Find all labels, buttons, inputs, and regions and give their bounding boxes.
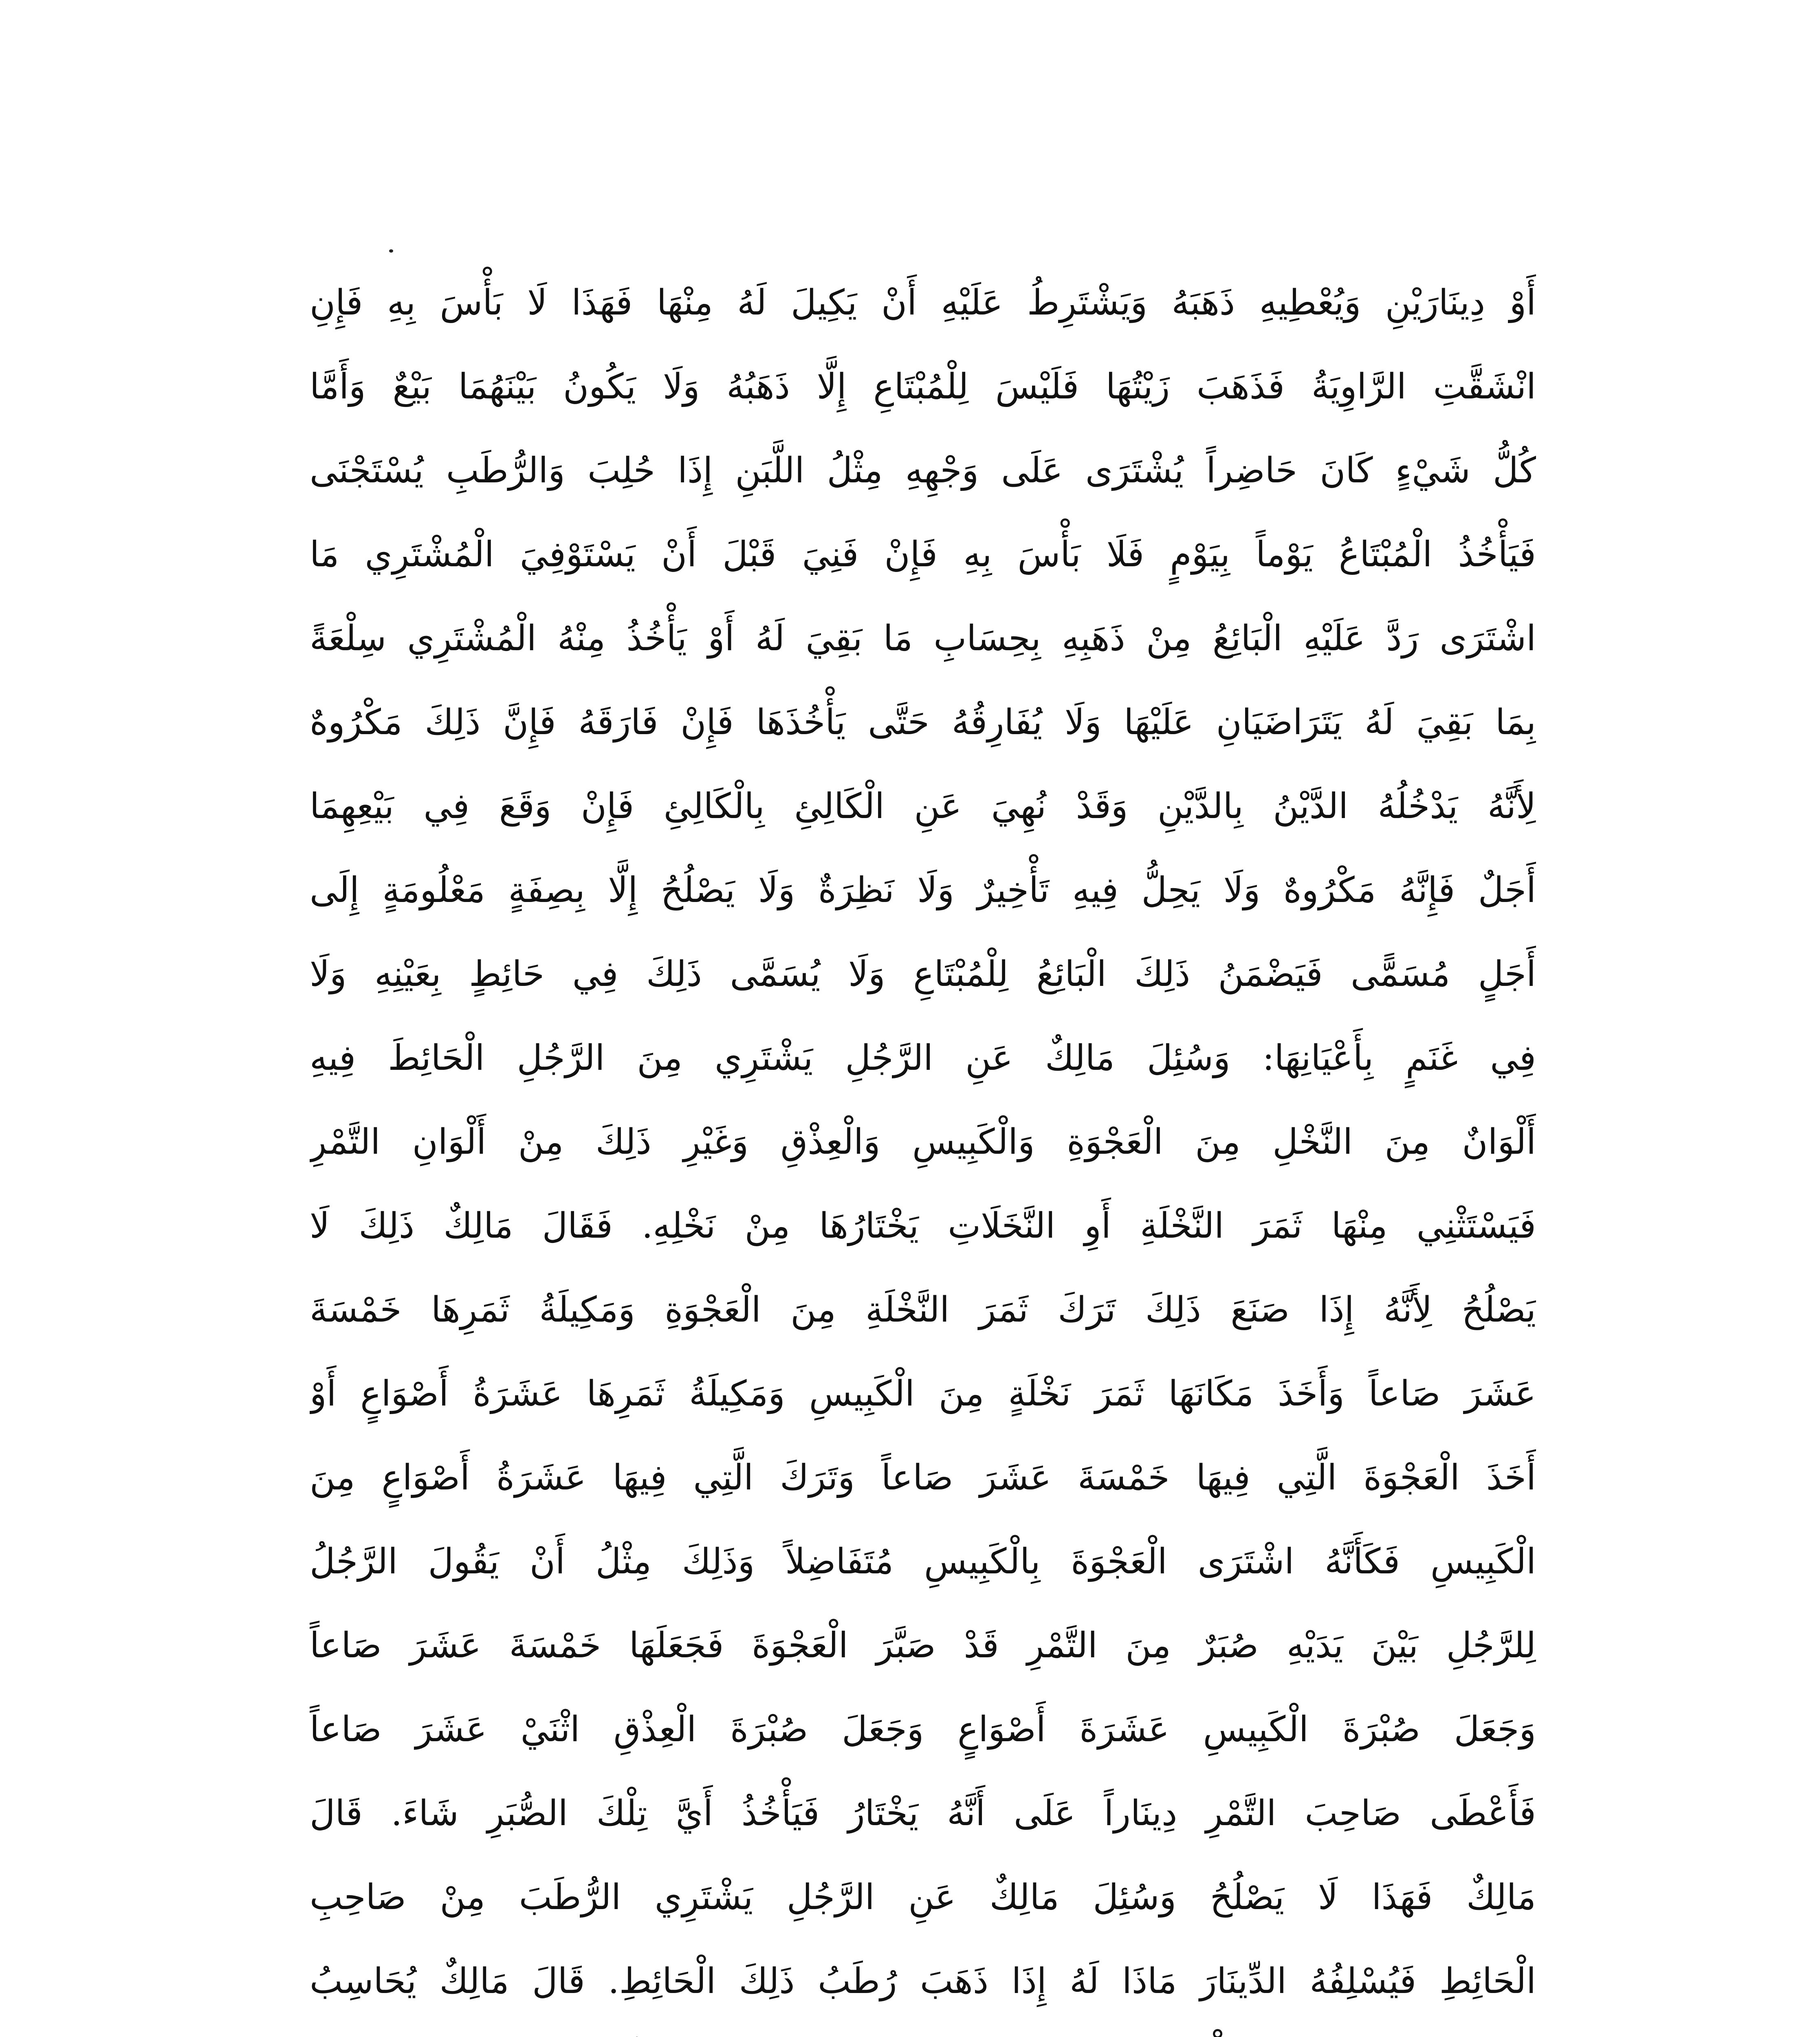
body-text [310,261,1536,2037]
text-line: بِمَا بَقِيَ لَهُ يَتَرَاضَيَانِ عَلَيْهَا وَلَا يُفَارِقُهُ حَتَّى يَأْخُذَهَا فَإِنْ فَارَقَهُ فَإِنَّ ذَلِكَ مَكْرُوهٌ [310,702,1536,743]
text-line: انْشَقَّتِ الرَّاوِيَةُ فَذَهَبَ زَيْتُهَا فَلَيْسَ لِلْمُبْتَاعِ إِلَّا ذَهَبُهُ وَلَا يَكُونُ بَيْنَهُمَا بَيْعٌ وَأَمَّا [310,366,1536,407]
text-line: فَأَعْطَى صَاحِبَ التَّمْرِ دِينَاراً عَلَى أَنَّهُ يَخْتَارُ فَيَأْخُذُ أَيَّ تِلْكَ الصُّبَرِ شَاءَ. قَالَ [310,1793,1536,1834]
text-line: أَجَلٌ فَإِنَّهُ مَكْرُوهٌ وَلَا يَحِلُّ فِيهِ تَأْخِيرٌ وَلَا نَظِرَةٌ وَلَا يَصْلُحُ إِلَّا بِصِفَةٍ مَعْلُومَةٍ إِلَى [310,870,1536,911]
text-line: لِأَنَّهُ يَدْخُلُهُ الدَّيْنُ بِالدَّيْنِ وَقَدْ نُهِيَ عَنِ الْكَالِئِ بِالْكَالِئِ فَإِنْ وَقَعَ فِي بَيْعِهِمَا [310,786,1536,827]
text-line: فَيَأْخُذُ الْمُبْتَاعُ يَوْماً بِيَوْمٍ فَلَا بَأْسَ بِهِ فَإِنْ فَنِيَ قَبْلَ أَنْ يَسْتَوْفِيَ الْمُشْتَرِي مَا [310,534,1536,575]
text-line: أَوْ دِينَارَيْنِ وَيُعْطِيهِ ذَهَبَهُ وَيَشْتَرِطُ عَلَيْهِ أَنْ يَكِيلَ لَهُ مِنْهَا فَهَذَا لَا بَأْسَ بِهِ فَإِنِ [310,282,1536,323]
text-line: يَصْلُحُ لِأَنَّهُ إِذَا صَنَعَ ذَلِكَ تَرَكَ ثَمَرَ النَّخْلَةِ مِنَ الْعَجْوَةِ وَمَكِيلَةُ ثَمَرِهَا خَمْسَةَ [310,1289,1536,1330]
text-line: أَلْوَانٌ مِنَ النَّخْلِ مِنَ الْعَجْوَةِ وَالْكَبِيسِ وَالْعِذْقِ وَغَيْرِ ذَلِكَ مِنْ أَلْوَانِ التَّمْرِ [310,1122,1536,1162]
text-line: كُلُّ شَيْءٍ كَانَ حَاضِراً يُشْتَرَى عَلَى وَجْهِهِ مِثْلُ اللَّبَنِ إِذَا حُلِبَ وَالرُّطَبِ يُسْتَجْنَى [310,450,1536,491]
text-line: عَشَرَ صَاعاً وَأَخَذَ مَكَانَهَا ثَمَرَ نَخْلَةٍ مِنَ الْكَبِيسِ وَمَكِيلَةُ ثَمَرِهَا عَشَرَةُ أَصْوَاعٍ أَوْ [310,1373,1536,1414]
text-line: أَجَلٍ مُسَمًّى فَيَضْمَنُ ذَلِكَ الْبَائِعُ لِلْمُبْتَاعِ وَلَا يُسَمَّى ذَلِكَ فِي حَائِطٍ بِعَيْنِهِ وَلَا [310,954,1536,994]
text-line: لِلرَّجُلِ بَيْنَ يَدَيْهِ صُبَرٌ مِنَ التَّمْرِ قَدْ صَبَّرَ الْعَجْوَةَ فَجَعَلَهَا خَمْسَةَ عَشَرَ صَاعاً [310,1625,1536,1666]
text-line: أَخَذَ الْعَجْوَةَ الَّتِي فِيهَا خَمْسَةَ عَشَرَ صَاعاً وَتَرَكَ الَّتِي فِيهَا عَشَرَةُ أَصْوَاعٍ مِنَ [310,1457,1536,1498]
text-line [310,2023,1536,2037]
text-line: الْحَائِطِ فَيُسْلِفُهُ الدِّينَارَ مَاذَا لَهُ إِذَا ذَهَبَ رُطَبُ ذَلِكَ الْحَائِطِ. قَالَ مَالِكٌ يُحَاسِبُ [310,1961,1536,2002]
text-line: مَالِكٌ فَهَذَا لَا يَصْلُحُ وَسُئِلَ مَالِكٌ عَنِ الرَّجُلِ يَشْتَرِي الرُّطَبَ مِنْ صَاحِبِ [310,1877,1536,1918]
scan-speck [389,249,393,253]
text-line: وَجَعَلَ صُبْرَةَ الْكَبِيسِ عَشَرَةَ أَصْوَاعٍ وَجَعَلَ صُبْرَةَ الْعِذْقِ اثْنَيْ عَشَرَ صَاعاً [310,1709,1536,1750]
text-line: الْكَبِيسِ فَكَأَنَّهُ اشْتَرَى الْعَجْوَةَ بِالْكَبِيسِ مُتَفَاضِلاً وَذَلِكَ مِثْلُ أَنْ يَقُولَ الرَّجُلُ [310,1541,1536,1582]
text-line: اشْتَرَى رَدَّ عَلَيْهِ الْبَائِعُ مِنْ ذَهَبِهِ بِحِسَابِ مَا بَقِيَ لَهُ أَوْ يَأْخُذُ مِنْهُ الْمُشْتَرِي سِلْعَةً [310,618,1536,659]
text-line: فَيَسْتَثْنِي مِنْهَا ثَمَرَ النَّخْلَةِ أَوِ النَّخَلَاتِ يَخْتَارُهَا مِنْ نَخْلِهِ. فَقَالَ مَالِكٌ ذَلِكَ لَا [310,1205,1536,1246]
text-line: فِي غَنَمٍ بِأَعْيَانِهَا: وَسُئِلَ مَالِكٌ عَنِ الرَّجُلِ يَشْتَرِي مِنَ الرَّجُلِ الْحَائِطَ فِيهِ [310,1038,1536,1078]
